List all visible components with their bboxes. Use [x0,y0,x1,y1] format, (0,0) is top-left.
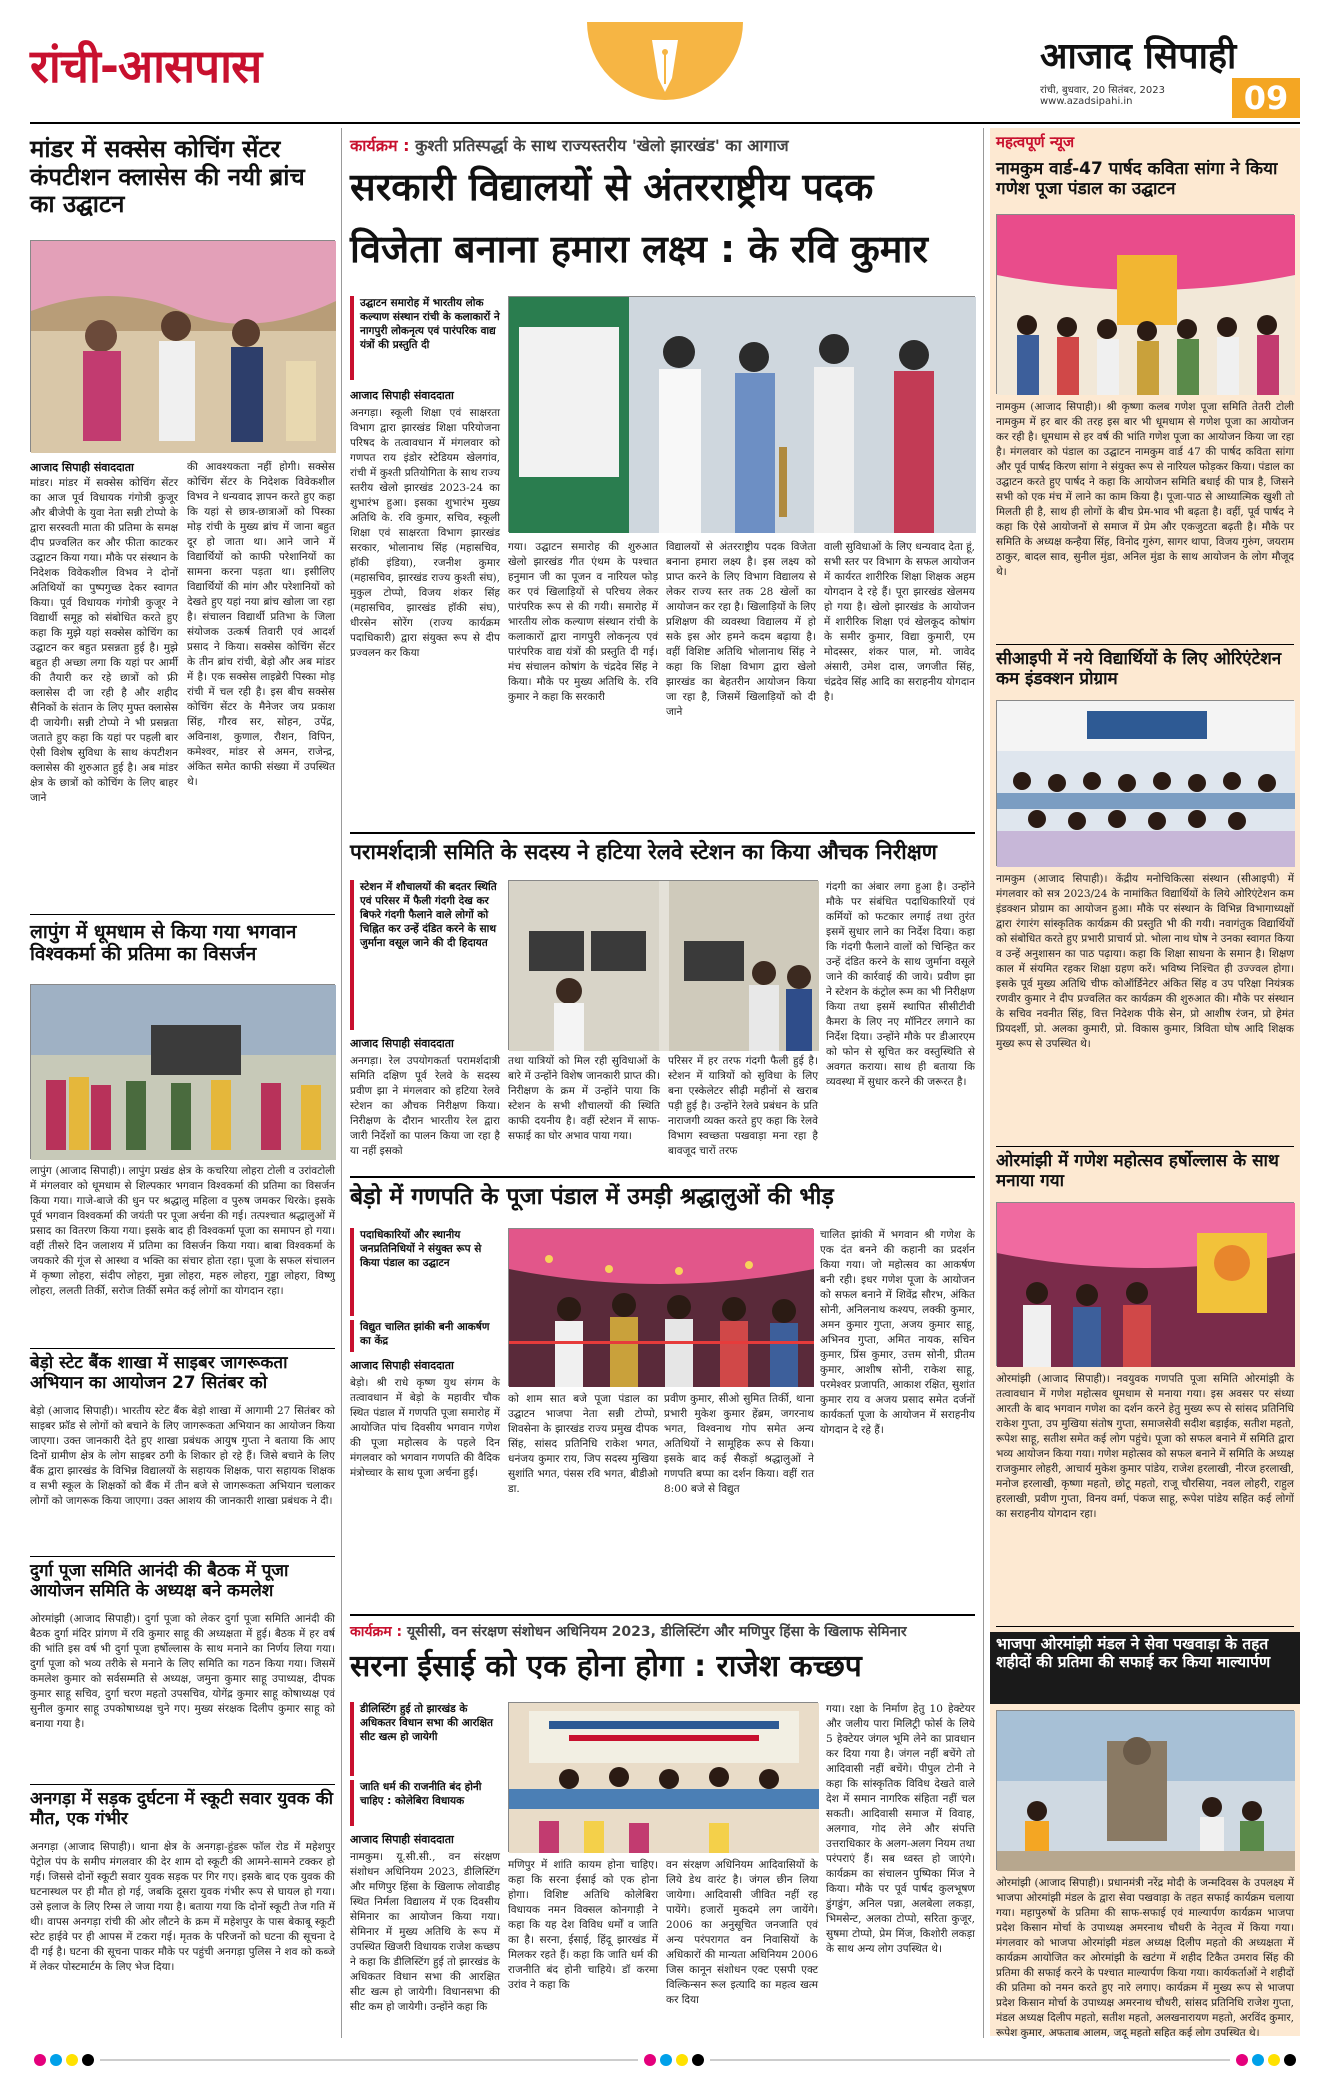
accident-body: अनगड़ा (आजाद सिपाही)। थाना क्षेत्र के अनगड़ा-हुंडरू फॉल रोड में महेशपुर पेट्रोल पंप के समीप मंगलवार की देर शाम दो स्कूटी की आमने-सामने टक्कर हो गई। जिससे दोनों स्कूटी सवार युवक सड़क पर गिर गए। इसके बाद एक युवक की घटनास्थल पर ही मौत हो गई, जबकि दूसरा युवक गंभीर रूप से घायल हो गया। उसे इलाज के लिए रिम्स ले जाया गया है। बताया गया कि दोनों स्कूटी तेज गति में थी। वापस अनगड़ा रांची की ओर लौटने के क्रम में महेशपुर के पास बेकाबू स्कूटी स्टेट हाईवे पर ही आपस में टकरा गई। मृतक के परिजनों को घटना की सूचना दे दी गई है। घटना की सूचना पाकर मौके पर पहुंची अनगड़ा पुलिस ने शव को कब्जे में लेकर पोस्टमार्टम के लिए भेज दिया। [30,1841,335,1973]
lead-kicker [350,134,975,162]
sidebar-s4-body: ओरमांझी (आजाद सिपाही)। प्रधानमंत्री नरेंद्र मोदी के जन्मदिवस के उपलक्ष्य में भाजपा ओरमांझी मंडल के द्वारा सेवा पखवाड़ा के तहत सफाई कार्यक्रम चलाया गया। महापुरुषों के प्रतिमा की साफ-सफाई एवं माल्यार्पण कार्यक्रम भाजपा प्रदेश किसान मोर्चा के उपाध्यक्ष अमरनाथ चौधरी के नेतृत्व में किया गया। मंगलवार को भाजपा ओरमांझी मंडल अध्यक्ष दिलीप महतो की अध्यक्षता में कार्यक्रम आयोजित कर ओरमांझी के खटंगा में शहीद टिकैत उमराव सिंह की प्रतिमा की सफाई करने के पश्चात माल्यार्पण किया गया। कार्यकर्ताओं ने शहीदों की प्रतिमा को नमन करते हुए नारे लगाए। कार्यक्रम में मुख्य रूप से भाजपा प्रदेश किसान मोर्चा के उपाध्यक्ष अमरनाथ चौधरी, सांसद प्रतिनिधि राजेश गुप्ता, मंडल अध्यक्ष दिलीप महतो, सतीश महतो, अलखनारायण महतो, अरविंद कुमार, रूपेश कुमार, अफताब आलम, जदू महतो सहित कई लोग उपस्थित थे। [996,1877,1294,2039]
railway-body-col3: परिसर में हर तरफ गंदगी फैली हुई है। स्टेशन में यात्रियों को सुविधा के लिए बना एस्केलेटर सीढ़ी महीनों से खराब पड़ी हुई है। उन्होंने रेलवे प्रबंधन के प्रति नाराजगी व्यक्त करते हुए कहा कि रेलवे विभाग स्वच्छता पखवाड़ा मना रहा है बावजूद चारों तरफ [668,1055,818,1157]
sidebar-s4-headline: भाजपा ओरमांझी मंडल ने सेवा पखवाड़ा के तहत शहीदों की प्रतिमा की सफाई कर किया माल्यार्पण [996,1635,1271,1671]
mandar-body-col1: मांडर। मांडर में सक्सेस कोचिंग सेंटर का आज पूर्व विधायक गंगोत्री कुजूर और बीजेपी के युवा नेता सन्नी टोप्पो के द्वारा सरस्वती माता की प्रतिमा के समक्ष दीप प्रज्वलित कर और फीता काटकर उद्घाटन किया गया। मौके पर संस्थान के निदेशक विवेकशील विभव ने दोनों अतिथियों का पुष्पगुच्छ देकर स्वागत किया। पूर्व विधायक गंगोत्री कुजूर ने विद्यार्थी समूह को संबोधित करते हुए कहा कि मुझे यहां सक्सेस कोचिंग का उद्घाटन कर बहुत प्रसन्नता हुई है। मुझे बहुत ही अच्छा लगा कि यहां पर आर्मी की तैयारी कर रहे छात्रों को फ्री क्लासेस दी जा रही है और शहीद सैनिकों के संतान के लिए मुफ्त क्लासेस दी जायेगी। सन्नी टोप्पो ने भी प्रसन्नता जताते हुए कहा कि यहां पर पहली बार ऐसी विशेष सुविधा के साथ कंपटीशन क्लासेस की शुरुआत हुई है। अब मांडर क्षेत्र के छात्रों को कोचिंग के लिए बाहर जाने [30,477,178,804]
ganpati-headline: बेड़ो में गणपति के पूजा पंडाल में उमड़ी श्रद्धालुओं की भीड़ [350,1184,834,1210]
column-divider [983,128,984,2038]
mandar-byline: आजाद सिपाही संवाददाता [30,461,134,474]
railway-body-col2: तथा यात्रियों को मिल रही सुविधाओं के बारे में उन्होंने विशेष जानकारी प्राप्त की। निरीक्षण के क्रम में उन्होंने पाया कि स्टेशन के सभी शौचालयों की स्थिति काफी दयनीय है। वहीं स्टेशन में साफ-सफाई का घोर अभाव पाया गया। [508,1055,660,1142]
lead-callout: उद्घाटन समारोह में भारतीय लोक कल्याण संस्थान रांची के कलाकारों ने नागपुरी लोकनृत्य एवं पारंपरिक वाद्य यंत्रों की प्रस्तुति दी [350,296,500,380]
sidebar-s3-headline: ओरमांझी में गणेश महोत्सव हर्षोल्लास के साथ मनाया गया [996,1151,1279,1191]
kicker-separator: : [397,136,416,155]
lower-callout2: जाति धर्म की राजनीति बंद होनी चाहिए : कोलेबिरा विधायक [350,1780,500,1826]
newspaper-logo-emblem [560,0,770,125]
accident-headline: अनगड़ा में सड़क दुर्घटना में स्कूटी सवार युवक की मौत, एक गंभीर [30,1789,334,1829]
ganpati-body-col1: बेड़ो। श्री राधे कृष्ण युथ संगम के तत्वावधान में बेड़ो के महावीर चौक स्थित पंडाल में गणपति पूजा समारोह में आयोजित पांच दिवसीय भगवान गणेश की पूजा महोत्सव के पहले दिन मंगलवार को भगवान गणपति की वैदिक मंत्रोच्चार के साथ पूजा अर्चना हुई। [350,1377,500,1479]
story-divider [996,1146,1294,1147]
railway-body-col1: अनगड़ा। रेल उपयोगकर्ता परामर्शदात्री समिति दक्षिण पूर्व रेलवे के सदस्य प्रवीण झा ने मंगलवार को हटिया रेलवे स्टेशन का औचक निरीक्षण किया। निरीक्षण के दौरान भारतीय रेल द्वारा जारी निर्देशों का पालन किया जा रहा है या नहीं इसको [350,1055,500,1157]
sbi-headline: बेड़ो स्टेट बैंक शाखा में साइबर जागरूकता अभियान का आयोजन 27 सितंबर को [30,1353,288,1393]
story-divider [30,1556,335,1557]
durga-headline: दुर्गा पूजा समिति आनंदी की बैठक में पूजा आयोजन समिति के अध्यक्ष बने कमलेश [30,1561,289,1601]
lapung-headline: लापुंग में धूमधाम से किया गया भगवान विश्वकर्मा की प्रतिमा का विसर्जन [30,921,297,965]
print-color-registration-strip [30,2050,1300,2070]
durga-body: ओरमांझी (आजाद सिपाही)। दुर्गा पूजा को लेकर दुर्गा पूजा समिति आनंदी की बैठक दुर्गा मंदिर प्रांगण में रवि कुमार साहू की अध्यक्षता में हुई। बैठक में हर वर्ष की भांति इस वर्ष भी दुर्गा पूजा हर्षोल्लास के साथ मनाने का निर्णय लिया गया। दुर्गा पूजा को भव्य तरीके से मनाने के लिए समिति का गठन किया गया। जिसमें कमलेश कुमार को सर्वसम्मति से अध्यक्ष, जमुना कुमार साहू उपाध्यक्ष, दीपक कुमार साहू सचिव, दुर्गा चरण महतो उपसचिव, योगेंद्र कुमार साहू कोषाध्यक्ष एवं सुनील कुमार साहू उपकोषाध्यक्ष चुने गए। मुख्य संरक्षक दिलीप कुमार साहू को बनाया गया है। [30,1613,335,1730]
ganpati-body-col2: को शाम सात बजे पूजा पंडाल का उद्घाटन भाजपा नेता सन्नी टोप्पो, शिवसेना के झारखंड राज्य प्रमुख दीपक सिंह, सांसद प्रतिनिधि राकेश भगत, धनंजय कुमार राय, जिप सदस्य मुखिया सुशांति भगत, पंसस रवि भगत, बीडीओ डा. [508,1393,658,1495]
ganpati-body-col3: प्रवीण कुमार, सीओ सुमित तिर्की, थाना प्रभारी मुकेश कुमार हेंब्रम, जगरनाथ भगत, विश्वनाथ गोप समेत अन्य अतिथियों ने सामूहिक रूप से किया। इसके बाद कई सैकड़ों श्रद्धालुओं ने गणपति बप्पा का दर्शन किया। वहीं रात 8:00 बजे से विद्युत [664,1393,814,1495]
lower-headline: सरना ईसाई को एक होना होगा : राजेश कच्छप [350,1649,862,1684]
sidebar-s1-headline: नामकुम वार्ड-47 पार्षद कविता सांगा ने किया गणेश पूजा पंडाल का उद्घाटन [996,159,1278,199]
lead-body-col3: विद्यालयों से अंतरराष्ट्रीय पदक विजेता बनाना हमारा लक्ष्य है। इस लक्ष्य को प्राप्त करने के लिए विभाग विद्यालय से लेकर राज्य स्तर तक 28 खेलों का आयोजन कर रहा है। खिलाड़ियों के लिए प्रशिक्षण की व्यवस्था विद्यालय में हो सके इस ओर हमने कदम बढ़ाया है। वहीं विशिष्ट अतिथि भोलानाथ सिंह ने कहा कि शिक्षा विभाग द्वारा खेलो झारखंड का बेहतरीन आयोजन किया जा रहा है, जिसमें खिलाड़ियों को दी जाने [666,541,816,718]
sidebar-s2-photo [996,700,1294,866]
railway-byline: आजाद सिपाही संवाददाता [350,1037,454,1050]
sidebar-s3-photo [996,1202,1294,1366]
story-divider [30,1784,335,1785]
mandar-inauguration-photo [30,240,335,452]
lead-headline-line2: विजेता बनाना हमारा लक्ष्य : के रवि कुमार [350,227,928,271]
lead-byline: आजाद सिपाही संवाददाता [350,389,454,402]
seminar-photo [508,1702,818,1852]
railway-callout: स्टेशन में शौचालयों की बदतर स्थिति एवं परिसर में फैली गंदगी देख कर बिफरे गंदगी फैलाने वाले लोगों को चिह्नित कर उन्हें दंडित करने के साथ जुर्माना वसूल जाने की दी हिदायत [350,880,500,1030]
sidebar-s2-body: नामकुम (आजाद सिपाही)। केंद्रीय मनोचिकित्सा संस्थान (सीआइपी) में मंगलवार को सत्र 2023/24 के नामांकित विद्यार्थियों के लिये ओरिएंटेशन कम इंडक्शन प्रोग्राम का आयोजन हुआ। मौके पर संस्थान के विभिन्न विभागाध्यक्षों द्वारा रंगारंग सांस्कृतिक कार्यक्रम की प्रस्तुति भी की गयी। नवागंतुक विद्यार्थियों को संबोधित करते हुए प्रभारी प्राचार्य प्रो. भोला नाथ घोष ने उनका स्वागत किया व उन्हें अनुशासन का पाठ पढ़ाया। कहा कि शिक्षा साधना के समान है। शिक्षण काल में संयमित रहकर शिक्षा ग्रहण करें। भविष्य निश्चित ही उज्ज्वल होगा। इसके पूर्व मुख्य अतिथि चीफ कोऑर्डिनेटर अंकित सिंह व उप परिक्षा नियंत्रक रणवीर कुमार ने दीप प्रज्वलित कर कार्यक्रम की शुरुआत की। मौके पर संस्थान के सचिव नवनीत सिंह, वित्त निदेशक पीके सेन, प्रो आशीष रंजन, प्रो हेमंत प्रियदर्शी, प्रो. अलका कुमारी, प्रो. विकास कुमार, त्रिविता घोष आदि शिक्षक मुख्य रूप से उपस्थित थे। [996,873,1294,1050]
lower-kicker [350,1622,975,1646]
story-divider [350,832,975,834]
lead-body-col2: गया। उद्घाटन समारोह की शुरुआत खेलो झारखंड गीत एंथम के पश्चात हनुमान जी का पूजन व नारियल फोड़ कर एवं खिलाड़ियों से परिचय लेकर पारंपरिक रूप से की गयी। समारोह में भारतीय लोक कल्याण संस्थान रांची के कलाकारों द्वारा नागपुरी लोकनृत्य एवं पारंपरिक वाद्य यंत्रों की प्रस्तुति दी गई। मंच संचालन कोषांग के चंद्रदेव सिंह ने किया। मौके पर मुख्य अतिथि के. रवि कुमार ने कहा कि सरकारी [508,541,658,703]
story-divider [350,1614,975,1616]
lead-body-col4: वाली सुविधाओं के लिए धन्यवाद देता हूं, सभी स्तर पर विभाग के सफल आयोजन में कार्यरत शारीरिक शिक्षा शिक्षक अहम योगदान दे रहे हैं। पूरा झारखंड खेलमय हो गया है। खेलो झारखंड के आयोजन में शारीरिक शिक्षा एवं खेलकूद कोषांग के समीर कुमार, विद्या कुमारी, एम मोदस्सर, शंकर पाल, मो. जावेद अंसारी, उमेश दास, जगजीत सिंह, चंद्रदेव सिंह आदि का सराहनीय योगदान है। [824,541,975,703]
ganpati-callout1: पदाधिकारियों और स्थानीय जनप्रतिनिधियों ने संयुक्त रूप से किया पंडाल का उद्घाटन [350,1228,500,1316]
sidebar-s1-photo [996,214,1294,394]
lead-event-photo [508,296,975,532]
section-title: रांची-आसपास [30,39,262,93]
lead-body-col1: अनगड़ा। स्कूली शिक्षा एवं साक्षरता विभाग द्वारा झारखंड शिक्षा परियोजना परिषद के तत्वावधान में मंगलवार को गणपत राय इंडोर स्टेडियम खेलगांव, रांची में कुश्ती प्रतियोगिता के साथ राज्य स्तरीय खेलो झारखंड 2023-24 का शुभारंभ हुआ। इसका शुभारंभ मुख्य अतिथि के. रवि कुमार, सचिव, स्कूली शिक्षा एवं साक्षरता विभाग झारखंड सरकार, भोलानाथ सिंह (महासचिव, हॉकी इंडिया), रजनीश कुमार (महासचिव, झारखंड राज्य कुश्ती संघ), मुकुल टोप्पो, विजय शंकर सिंह (महासचिव, झारखंड हॉकी संघ), धीरसेन सोरेंग (राज्य कार्यक्रम पदाधिकारी) द्वारा संयुक्त रूप से दीप प्रज्वलन कर किया [350,407,500,659]
ganpati-byline: आजाद सिपाही संवाददाता [350,1359,454,1372]
lower-body-col2: मणिपुर में शांति कायम होना चाहिए। कहा कि सरना ईसाई को एक होना होगा। विशिष्ट अतिथि कोलेबिरा विधायक नमन विक्सल कोनगाड़ी ने कहा कि यह देश विविध धर्मों व जाति का है। सरना, ईसाई, हिंदू झारखंड में मिलकर रहते हैं। कहा कि जाति धर्म की राजनीति बंद होनी चाहिये। डॉ करमा उरांव ने कहा कि [508,1859,658,1991]
lower-kicker-text: यूसीसी, वन संरक्षण संशोधन अधिनियम 2023, डीलिस्टिंग और मणिपुर हिंसा के खिलाफ सेमिनार [406,1624,907,1640]
ganpati-body-col4: चालित झांकी में भगवान श्री गणेश के एक दंत बनने की कहानी का प्रदर्शन किया गया। जो महोत्सव का आकर्षण बनी रही। इधर गणेश पूजा के आयोजन को सफल बनाने में शिवेंद्र सौरभ, अंकित सोनी, अनिलनाथ कश्यप, लक्की कुमार, अमन कुमार गुप्ता, अजय कुमार साहू, अभिनव गुप्ता, अमित नायक, सचिन कुमार, प्रिंस कुमार, उत्तम सोनी, प्रीतम कुमार, आशीष सोनी, राकेश साहू, परमेश्वर प्रजापति, आकाश रक्षित, सुशांत कुमार राय व अजय प्रसाद समेत दर्जनों कार्यकर्ता पूजा के आयोजन में सराहनीय योगदान दे रहे हैं। [820,1229,975,1436]
column-divider [341,128,342,2038]
lapung-body: लापुंग (आजाद सिपाही)। लापुंग प्रखंड क्षेत्र के कचरिया लोहरा टोली व उरांवटोली में मंगलवार को धूमधाम से शिल्पकार भगवान विश्वकर्मा की प्रतिमा का विसर्जन किया गया। गाजे-बाजे की धुन पर श्रद्धालु महिला व पुरुष जमकर थिरके। इसके पूर्व भगवान विश्वकर्मा की जयंती पर पूजा अर्चना की गई। तत्पश्चात श्रद्धालुओं में प्रसाद का वितरण किया गया। इसके बाद ही विश्वकर्मा पूजा का समापन हो गया। वहीं तीसरे दिन जलाशय में प्रतिमा का विसर्जन किया गया। बाबा विश्वकर्मा के जयकारे की गूंज से आस्था व भक्ति का संचार होता रहा। पूजा के सफल संचालन में कृष्णा लोहरा, संदीप लोहरा, मुन्ना लोहरा, महरु लोहरा, गुड्डा लोहरा, विष्णु लोहरा, ललती तिर्की, सरोज तिर्की समेत कई लोगों का योगदान रहा। [30,1165,335,1297]
story-divider [350,1176,975,1178]
lead-kicker-label: कार्यक्रम [350,136,398,155]
story-divider [996,644,1294,645]
sidebar-s4-photo [996,1710,1294,1870]
sidebar-s1-body: नामकुम (आजाद सिपाही)। श्री कृष्णा कलब गणेश पूजा समिति तेतरी टोली नामकुम में हर बार की तरह इस बार भी धूमधाम से गणेश पूजा का आयोजन कर रही है। धूमधाम से हर वर्ष की भांति गणेश पूजा का आयोजन किया जा रहा है। मंगलवार को पंडाल का उद्घाटन नामकुम वार्ड 47 की पार्षद कविता सांगा और पूर्व पार्षद किरण सांगा ने संयुक्त रूप से नारियल फोड़कर किया। पंडाल का उद्घाटन करते हुए पार्षद ने कहा कि आयोजन समिति बधाई की पात्र है, जिसने सभी को एक मंच में लाने का काम किया है। पूजा-पाठ से आध्यात्मिक खुशी तो मिलती ही है, साथ ही लोगों के बीच प्रेम-भाव भी बढ़ता है। वहीं, पूर्व पार्षद ने कहा कि ऐसे आयोजनों से समाज में प्रेम और एकजुटता बढ़ती है। मौके पर समिति के अध्यक्ष कन्हैया सिंह, विनोद गुरुंग, सागर थापा, विजय गुरुंग, जयराम ठाकुर, बादल साव, सुनील मुंडा, अनिल मुंडा के साथ आयोजन के लोग मौजूद थे। [996,401,1294,578]
lower-body-col1: नामकुम। यू.सी.सी., वन संरक्षण संशोधन अधिनियम 2023, डीलिस्टिंग और मणिपुर हिंसा के खिलाफ लोवाडीह स्थित निर्मला विद्यालय में एक दिवसीय सेमिनार का आयोजन किया गया। सेमिनार में मुख्य अतिथि के रूप में उपस्थित खिजरी विधायक राजेश कच्छप ने कहा कि डीलिस्टिंग हुई तो झारखंड के अधिकतर विधान सभा की आरक्षित सीट खत्म हो जायेगी। विधानसभा की सीट कम हो जायेगी। उन्होंने कहा कि [350,1851,500,2013]
mandar-headline: मांडर में सक्सेस कोचिंग सेंटर कंपटीशन क्लासेस की नयी ब्रांच का उद्घाटन [30,135,305,219]
sidebar-s3-body: ओरमांझी (आजाद सिपाही)। नवयुवक गणपति पूजा समिति ओरमांझी के तत्वावधान में गणेश महोत्सव धूमधाम से मनाया गया। इस अवसर पर संध्या आरती के बाद भगवान गणेश का दर्शन करने हेतु मुख्य रूप से सांसद प्रतिनिधि राकेश गुप्ता, उप मुखिया संतोष गुप्ता, समाजसेवी सदीश बड़ाईक, सतीश महतो, रूपेश साहू, सतीश समेत कई लोग पहुंचे। पूजा को सफल बनाने में समिति द्वारा भव्य आयोजन किया गया। गणेश महोत्सव को सफल बनाने में समिति के अध्यक्ष राजकुमार लोहरी, आचार्य मुकेश कुमार पांडेय, राजेश हरलाखी, नीरज हरलाखी, मनोज हरलाखी, कृष्णा महतो, छोटू महतो, राजू चौरसिया, नवल लोहरी, राहुल हरलाखी, प्रवीण गुप्ता, विनय वर्मा, पंकज साहू, रूपेश पांडेय सहित कई लोगों का सराहनीय योगदान रहा। [996,1373,1294,1520]
mandar-body-col2: की आवश्यकता नहीं होगी। सक्सेस कोचिंग सेंटर के निदेशक विवेकशील विभव ने धन्यवाद ज्ञापन करते हुए कहा कि यहां से छात्र-छात्राओं को पिस्का मोड़ रांची के मुख्य ब्रांच में जाना बहुत दूर हो जाता था। आने जाने में विद्यार्थियों को काफी परेशानियों का सामना करना पड़ता था। इसीलिए विद्यार्थियों की मांग और परेशानियों को देखते हुए यहां नया ब्रांच खोला जा रहा है। संचालन विद्यार्थी प्रतिभा के जिला संयोजक उत्कर्ष तिवारी एवं आदर्श प्रसाद ने किया। सक्सेस कोचिंग सेंटर के तीन ब्रांच रांची, बेड़ो और अब मांडर में है। एक सक्सेस लाइब्रेरी पिस्का मोड़ रांची में चल रही है। इस बीच सक्सेस कोचिंग सेंटर के मैनेजर जय प्रकाश सिंह, गौरव सर, सोहन, उपेंद्र, अविनाश, कुणाल, रौशन, विपिन, कमेश्वर, मांडर से अमन, राजेन्द्र, अंकित समेत काफी संख्या में उपस्थित थे। [187,461,335,788]
lower-body-col4: गया। रक्षा के निर्माण हेतु 10 हेक्टेयर और जलीय पारा मिलिट्री फोर्स के लिये 5 हेक्टेयर जंगल भूमि लेने का प्रावधान कर दिया गया है। जंगल नहीं बचेंगे तो आदिवासी नहीं बचेंगे। पीपुल टोनी ने कहा कि सांस्कृतिक विविध देखते वाले देश में समान नागरिक संहिता नहीं चल सकती। आदिवासी समाज में विवाह, अलगाव, गोद लेने और संपत्ति उत्तराधिकार के अलग-अलग नियम तथा परंपराएं हैं। सब ध्वस्त हो जाएंगे। कार्यक्रम का संचालन पुष्पिका मिंज ने किया। मौके पर पूर्व पार्षद कुलभूषण डुंगडुंग, अनिल पन्ना, अलबेला लकड़ा, भिमसेन्ट, अलका टोप्पो, सरिता कुजूर, सुषमा टोप्पो, प्रेम मिंज, किशोरी लकड़ा के साथ अन्य लोग उपस्थित थे। [826,1703,975,1955]
ganpati-pandal-photo [508,1228,813,1386]
kicker-separator: : [391,1624,407,1640]
page-number: 09 [1232,78,1300,118]
sbi-body: बेड़ो (आजाद सिपाही)। भारतीय स्टेट बैंक बेड़ो शाखा में आगामी 27 सितंबर को साइबर फ्रॉड से लोगों को बचाने के लिए जागरूकता अभियान का आयोजन किया जाएगा। उक्त जानकारी देते हुए शाखा प्रबंधक आयुष गुप्ता ने बताया कि आए दिनों ग्रामीण क्षेत्र के लोग साइबर ठगी के शिकार हो रहे हैं। जिसे बचाने के लिए बैंक द्वारा झारखंड के विभिन्न विद्यालयों के सहायक शिक्षक, पारा सहायक शिक्षक व सभी स्कूल के शिक्षकों को बैंक में तीन बजे से जागरूकता अभियान चलाकर लोगों को जागरूक किया जाएगा। उक्त आशय की जानकारी शाखा प्रबंधक ने दी। [30,1405,335,1507]
lower-kicker-label: कार्यक्रम [350,1624,392,1640]
sidebar-s2-headline: सीआइपी में नये विद्यार्थियों के लिए ओरिएंटेशन कम इंडक्शन प्रोग्राम [996,649,1282,689]
story-divider [30,1348,335,1349]
website-url[interactable]: www.azadsipahi.in [1040,96,1133,107]
lapung-immersion-photo [30,984,335,1159]
railway-headline: परामर्शदात्री समिति के सदस्य ने हटिया रेलवे स्टेशन का किया औचक निरीक्षण [350,840,937,864]
lower-callout1: डीलिस्टिंग हुई तो झारखंड के अधिकतर विधान सभा की आरक्षित सीट खत्म हो जायेगी [350,1702,500,1776]
sidebar-title: महत्वपूर्ण न्यूज [996,133,1075,151]
masthead-rule [30,122,1300,124]
ganpati-callout2: विद्युत चालित झांकी बनी आकर्षण का केंद्र [350,1320,500,1352]
story-divider [996,1626,1294,1627]
paper-name: आजाद सिपाही [1040,36,1237,77]
lower-body-col3: वन संरक्षण अधिनियम आदिवासियों के लिये डेथ वारंट है। जंगल छीन लिया जायेगा। आदिवासी जीवित नहीं रह पायेंगे। हजारों मुकदमे लग जायेंगे। 2006 का अनुसूचित जनजाति एवं अन्य परंपरागत वन निवासियों के अधिकारों की मान्यता अधिनियम 2006 जिस कानून संशोधन एक्ट एसपी एक्ट विल्किन्सन रूल इत्यादि का महत्व खत्म कर दिया [666,1859,818,2006]
railway-inspection-photo [508,880,818,1050]
railway-body-right: गंदगी का अंबार लगा हुआ है। उन्होंने मौके पर संबंधित पदाधिकारियों एवं कर्मियों को फटकार लगाई तथा तुरंत इसमें सुधार लाने का निर्देश दिया। कहा कि गंदगी फैलाने वालों को चिन्हित कर उन्हें दंडित करने के साथ जुर्माना वसूले जाने की कार्रवाई की जाये। प्रवीण झा ने स्टेशन के कंट्रोल रूम का भी निरीक्षण किया तथा इसमें स्थापित सीसीटीवी कैमरा के लिए नए मॉनिटर लगाने का निर्देश दिया। उन्होंने मौके पर डीआरएम को फोन से सूचित कर वस्तुस्थिति से अवगत कराया। साथ ही बताया कि व्यवस्था में सुधार करने की जरूरत है। [826,881,975,1088]
story-divider [30,914,335,915]
lead-kicker-text: कुश्ती प्रतिस्पर्द्धा के साथ राज्यस्तरीय 'खेलो झारखंड' का आगाज [415,136,789,155]
date-line: रांची, बुधवार, 20 सितंबर, 2023 [1040,85,1165,96]
lead-headline-line1: सरकारी विद्यालयों से अंतरराष्ट्रीय पदक [350,165,874,209]
lower-byline: आजाद सिपाही संवाददाता [350,1833,454,1846]
